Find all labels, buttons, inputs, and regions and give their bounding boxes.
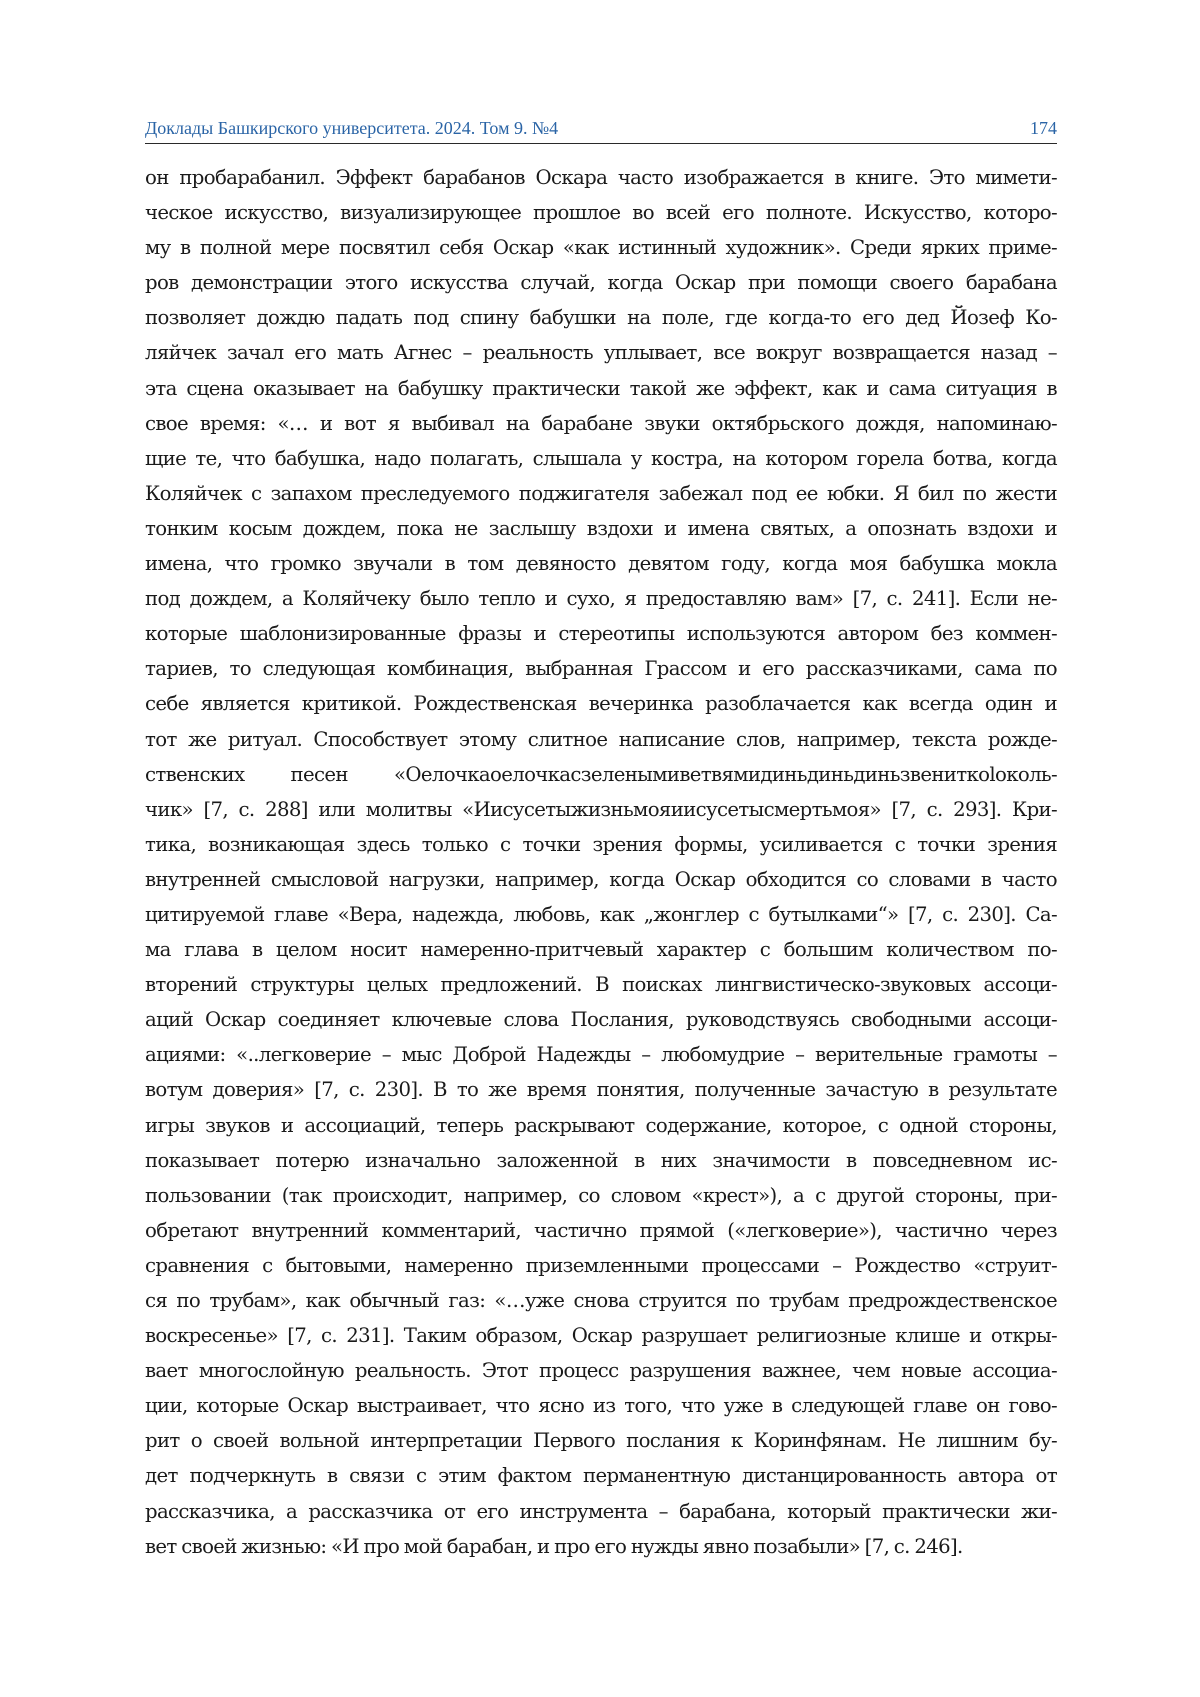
text-line: игры звуков и ассоциаций, теперь раскрывают содержание, которое, с одной стороны, [145, 1113, 1057, 1137]
text-line: ции, которые Оскар выстраивает, что ясно из того, что уже в следующей главе он гово- [145, 1394, 1057, 1418]
text-line: себе является критикой. Рождественская вечеринка разоблачается как всегда один и [145, 692, 1057, 716]
text-line: ственских песен «Оелочкаоелочкасзеленымиветвямидиньдиньдиньзвениткolоколь- [145, 762, 1057, 786]
text-line: воскресенье» [7, с. 231]. Таким образом, Оскар разрушает религиозные клише и откры- [145, 1324, 1057, 1348]
text-line: обретают внутренний комментарий, частично прямой («легковерие»), частично через [145, 1218, 1057, 1242]
text-line: тика, возникающая здесь только с точки зрения формы, усиливается с точки зрения [145, 832, 1057, 856]
text-line: под дождем, а Коляйчеку было тепло и сухо, я предоставляю вам» [7, с. 241]. Если не- [145, 587, 1057, 611]
text-line: ров демонстрации этого искусства случай, когда Оскар при помощи своего барабана [145, 271, 1057, 295]
text-line: ляйчек зачал его мать Агнес – реальность уплывает, все вокруг возвращается назад – [145, 341, 1057, 365]
text-line: ациями: «..легковерие – мыс Доброй Надежды – любомудрие – верительные грамоты – [145, 1043, 1057, 1067]
text-line: дет подчеркнуть в связи с этим фактом перманентную дистанцированность автора от [145, 1464, 1057, 1488]
text-line: вет своей жизнью: «И про мой барабан, и про его нужды явно позабыли» [7, с. 246]. [145, 1534, 963, 1558]
text-line: ческое искусство, визуализирующее прошлое во всей его полноте. Искусство, которо- [145, 201, 1057, 225]
text-line: внутренней смысловой нагрузки, например, когда Оскар обходится со словами в часто [145, 867, 1057, 891]
text-line: рассказчика, а рассказчика от его инструмента – барабана, который практически жи- [145, 1499, 1057, 1523]
text-line: аций Оскар соединяет ключевые слова Послания, руководствуясь свободными ассоци- [145, 1008, 1057, 1032]
text-line: которые шаблонизированные фразы и стереотипы используются автором без коммен- [145, 622, 1057, 646]
text-line: Коляйчек с запахом преследуемого поджигателя забежал под ее юбки. Я бил по жести [145, 481, 1057, 505]
text-line: тот же ритуал. Способствует этому слитное написание слов, например, текста рожде- [145, 727, 1057, 751]
text-line: пользовании (так происходит, например, со словом «крест»), а с другой стороны, при- [145, 1183, 1057, 1207]
header-rule [145, 143, 1057, 144]
text-line: тонким косым дождем, пока не заслышу вздохи и имена святых, а опознать вздохи и [145, 516, 1057, 540]
text-line: цитируемой главе «Вера, надежда, любовь, как „жонглер с бутылками“» [7, с. 230]. Са- [145, 902, 1057, 926]
text-line: вторений структуры целых предложений. В поисках лингвистическо-звуковых ассоци- [145, 973, 1057, 997]
text-line: эта сцена оказывает на бабушку практически такой же эффект, как и сама ситуация в [145, 376, 1057, 400]
body-paragraph [145, 160, 1057, 1564]
running-header [145, 116, 1057, 144]
journal-title: Доклады Башкирского университета. 2024. Том 9. №4 [145, 118, 559, 138]
text-line: тариев, то следующая комбинация, выбранная Грассом и его рассказчиками, сама по [145, 657, 1057, 681]
text-line: ся по трубам», как обычный газ: «…уже снова струится по трубам предрождественское [145, 1289, 1057, 1312]
text-line: ма глава в целом носит намеренно-притчевый характер с большим количеством по- [145, 938, 1057, 962]
text-line: чик» [7, с. 288] или молитвы «Иисусетыжизньмояиисусетысмертьмоя» [7, с. 293]. Кри- [145, 797, 1057, 821]
text-line: показывает потерю изначально заложенной в них значимости в повседневном ис- [145, 1148, 1057, 1172]
text-line: позволяет дождю падать под спину бабушки на поле, где когда-то его дед Йозеф Ко- [145, 306, 1057, 330]
text-line: му в полной мере посвятил себя Оскар «как истинный художник». Среди ярких приме- [145, 236, 1057, 260]
text-line: он пробарабанил. Эффект барабанов Оскара часто изображается в книге. Это мимети- [145, 166, 1057, 189]
text-line: имена, что громко звучали в том девяносто девятом году, когда моя бабушка мокла [145, 552, 1057, 576]
text-line: вает многослойную реальность. Этот процесс разрушения важнее, чем новые ассоциа- [145, 1359, 1057, 1383]
text-line: рит о своей вольной интерпретации Первого послания к Коринфянам. Не лишним бу- [145, 1429, 1057, 1453]
text-line: вотум доверия» [7, с. 230]. В то же время понятия, полученные зачастую в результате [145, 1078, 1057, 1102]
text-line: сравнения с бытовыми, намеренно приземленными процессами – Рождество «струит- [145, 1253, 1057, 1277]
page-number: 174 [1030, 118, 1057, 138]
text-line: щие те, что бабушка, надо полагать, слышала у костра, на котором горела ботва, когда [145, 446, 1057, 470]
text-line: свое время: «… и вот я выбивал на барабане звуки октябрьского дождя, напоминаю- [145, 411, 1057, 435]
